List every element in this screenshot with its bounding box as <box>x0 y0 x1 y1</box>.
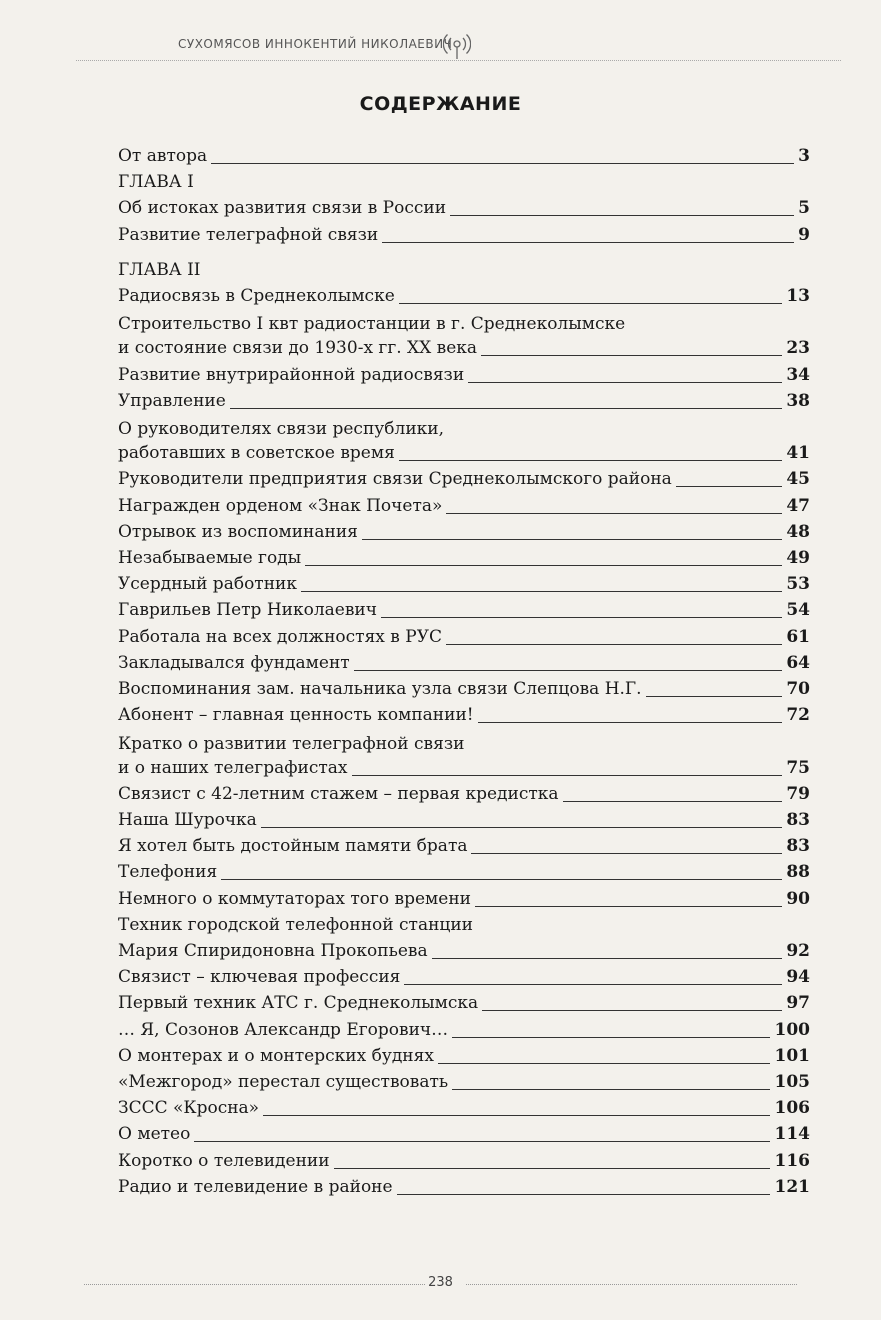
chapter-heading-title: ГЛАВА II <box>118 259 201 280</box>
toc-entry[interactable] <box>118 703 810 727</box>
toc-entry-title-line1: Кратко о развитии телеграфной связи <box>118 733 465 754</box>
toc-entry-title: Гаврильев Петр Николаевич <box>118 600 377 621</box>
toc-entry[interactable] <box>118 196 810 220</box>
header-author: СУХОМЯСОВ ИННОКЕНТИЙ НИКОЛАЕВИЧ <box>178 37 453 51</box>
toc-entry-title: О монтерах и о монтерских буднях <box>118 1045 434 1066</box>
toc-entry[interactable] <box>118 834 810 858</box>
toc-page-number: 114 <box>774 1124 810 1145</box>
toc-entry[interactable] <box>118 1175 810 1199</box>
toc-entry[interactable] <box>118 651 810 675</box>
toc-page-number: 47 <box>786 495 810 516</box>
toc-entry-title: и состояние связи до 1930-х гг. XX века <box>118 338 478 359</box>
toc-entry-title: Радиосвязь в Среднеколымске <box>118 286 395 306</box>
toc-page-number: 88 <box>786 862 810 883</box>
leader-line <box>676 486 782 487</box>
toc-entry[interactable] <box>118 625 810 649</box>
leader-line <box>194 1141 770 1142</box>
toc-page-number: 5 <box>798 198 810 219</box>
leader-line <box>446 513 782 514</box>
leader-line <box>646 696 782 697</box>
toc-entry[interactable] <box>118 284 810 308</box>
leader-line <box>475 906 782 907</box>
chapter-heading <box>118 258 810 282</box>
toc-entry-title: Абонент – главная ценность компании! <box>118 705 474 726</box>
toc-entry[interactable] <box>118 677 810 701</box>
toc-entry-title: работавших в советское время <box>118 443 395 464</box>
leader-line <box>452 1089 770 1090</box>
toc-page-number: 61 <box>786 626 810 647</box>
toc-entry-title: Об истоках развития связи в России <box>118 198 447 219</box>
leader-line <box>261 827 782 828</box>
toc-page-number: 3 <box>798 146 810 166</box>
toc-entry[interactable] <box>118 1018 810 1042</box>
toc-entry-title-line1: О руководителях связи республики, <box>118 419 445 440</box>
toc-entry[interactable] <box>118 860 810 884</box>
toc-page-number: 90 <box>786 888 810 909</box>
toc-entry-title: ЗССС «Кросна» <box>118 1098 260 1119</box>
toc-entry-title: и о наших телеграфистах <box>118 757 348 778</box>
toc-entry-title: Закладывался фундамент <box>118 652 350 673</box>
leader-line <box>381 617 782 618</box>
toc-entry-title: Руководители предприятия связи Среднеколымского района <box>118 469 672 490</box>
leader-line <box>404 984 782 985</box>
toc-entry-title: Мария Спиридоновна Прокопьева <box>118 941 428 961</box>
toc-entry-title: Техник городской телефонной станции <box>118 914 473 935</box>
leader-line <box>263 1115 770 1116</box>
toc-entry[interactable] <box>118 314 810 360</box>
toc-entry-title: Отрывок из воспоминания <box>118 521 358 542</box>
toc-page-number: 45 <box>786 469 810 490</box>
toc-page-number: 92 <box>786 941 810 961</box>
toc-entry[interactable] <box>118 808 810 832</box>
leader-line <box>438 1063 770 1064</box>
leader-line <box>354 670 782 671</box>
page-title: СОДЕРЖАНИЕ <box>359 93 522 115</box>
leader-line <box>399 303 782 304</box>
leader-line <box>305 565 782 566</box>
toc-page-number: 97 <box>786 993 810 1014</box>
chapter-heading-title: ГЛАВА I <box>118 172 194 193</box>
toc-entry-title: Работала на всех должностях в РУС <box>118 626 442 647</box>
toc-page-number: 34 <box>786 364 810 385</box>
leader-line <box>221 879 782 880</box>
toc-page-number: 106 <box>774 1098 810 1119</box>
toc-entry-title: От автора <box>118 146 208 166</box>
toc-page-number: 94 <box>786 967 810 988</box>
toc-entry[interactable] <box>118 887 810 911</box>
leader-line <box>397 1194 770 1195</box>
toc-entry[interactable] <box>118 363 810 387</box>
toc-page-number: 23 <box>786 338 810 359</box>
leader-line <box>362 539 782 540</box>
leader-line <box>432 958 782 959</box>
toc-entry[interactable] <box>118 467 810 491</box>
toc-entry-title: Развитие внутрирайонной радиосвязи <box>118 364 465 385</box>
toc-entry-title-line1: Строительство I квт радиостанции в г. Среднеколымске <box>118 314 626 335</box>
toc-page-number: 79 <box>786 783 810 804</box>
header-divider <box>76 60 841 61</box>
radio-signal-icon <box>443 30 471 60</box>
toc-page-number: 49 <box>786 548 810 568</box>
toc-entry-title: Телефония <box>118 862 218 883</box>
toc-page-number: 53 <box>786 574 810 595</box>
leader-line <box>382 242 794 243</box>
toc-entry-title: Связист – ключевая профессия <box>118 967 401 988</box>
toc-entry-title: О метео <box>118 1124 191 1145</box>
page-number: 238 <box>428 1275 453 1290</box>
leader-line <box>230 408 782 409</box>
toc-entry[interactable] <box>118 389 810 413</box>
toc-entry[interactable] <box>118 598 810 622</box>
toc-page-number: 41 <box>786 443 810 464</box>
toc-page-number: 101 <box>774 1045 810 1066</box>
toc-page-number: 64 <box>786 652 810 673</box>
running-header <box>76 24 841 64</box>
toc-page-number: 105 <box>774 1072 810 1092</box>
toc-entry-title: Первый техник АТС г. Среднеколымска <box>118 993 479 1014</box>
leader-line <box>482 1010 782 1011</box>
toc-page-number: 48 <box>786 521 810 542</box>
leader-line <box>481 355 782 356</box>
toc-page-number: 38 <box>786 390 810 411</box>
toc-entry[interactable] <box>118 223 810 247</box>
toc-entry-title: Развитие телеграфной связи <box>118 224 379 245</box>
toc-entry[interactable] <box>118 1122 810 1146</box>
toc-entry-title: Связист с 42-летним стажем – первая кредистка <box>118 783 559 804</box>
toc-entry[interactable] <box>118 1070 810 1094</box>
toc-entry-title: Награжден орденом «Знак Почета» <box>118 495 443 516</box>
toc-page-number: 116 <box>774 1150 810 1171</box>
toc-entry[interactable] <box>118 913 810 937</box>
toc-entry[interactable] <box>118 144 810 168</box>
leader-line <box>334 1168 770 1169</box>
toc-entry-title: Немного о коммутаторах того времени <box>118 888 471 909</box>
toc-entry[interactable] <box>118 1044 810 1068</box>
toc-page-number: 9 <box>798 224 810 245</box>
leader-line <box>478 722 782 723</box>
leader-line <box>450 215 794 216</box>
leader-line <box>446 644 782 645</box>
leader-line <box>352 775 782 776</box>
toc-entry-title: Управление <box>118 390 226 411</box>
toc-entry[interactable] <box>118 520 810 544</box>
toc-entry-title: Коротко о телевидении <box>118 1150 330 1171</box>
toc-page-number: 72 <box>786 705 810 726</box>
leader-line <box>301 591 782 592</box>
toc-page-number: 13 <box>786 286 810 306</box>
toc-entry[interactable] <box>118 494 810 518</box>
leader-line <box>399 460 782 461</box>
leader-line <box>452 1037 770 1038</box>
toc-page-number: 75 <box>786 757 810 778</box>
toc-entry-title: Усердный работник <box>118 574 297 595</box>
toc-entry-title: Радио и телевидение в районе <box>118 1176 393 1197</box>
leader-line <box>471 853 782 854</box>
toc-entry[interactable] <box>118 991 810 1015</box>
toc-page-number: 83 <box>786 836 810 857</box>
toc-page-number: 121 <box>774 1176 810 1197</box>
toc-entry-title: Воспоминания зам. начальника узла связи Слепцова Н.Г. <box>118 679 642 699</box>
toc-entry-title: Незабываемые годы <box>118 548 302 568</box>
toc-entry[interactable] <box>118 733 810 780</box>
toc-entry-title: Наша Шурочка <box>118 810 257 830</box>
toc-entry[interactable] <box>118 965 810 989</box>
toc-entry-title: … Я, Созонов Александр Егорович… <box>118 1019 449 1040</box>
toc-page-number: 54 <box>786 600 810 621</box>
toc-page-number: 100 <box>774 1019 810 1040</box>
chapter-heading <box>118 170 810 194</box>
toc-entry-title: «Межгород» перестал существовать <box>118 1072 449 1092</box>
leader-line <box>468 382 782 383</box>
toc-page-number: 83 <box>786 810 810 830</box>
toc-page-number: 70 <box>786 679 810 699</box>
toc-entry[interactable] <box>118 782 810 806</box>
toc-entry[interactable] <box>118 939 810 963</box>
leader-line <box>563 801 782 802</box>
leader-line <box>211 163 794 164</box>
toc-entry[interactable] <box>118 572 810 596</box>
toc-entry[interactable] <box>118 1149 810 1173</box>
toc-entry[interactable] <box>118 546 810 570</box>
toc-entry[interactable] <box>118 1096 810 1120</box>
toc-entry[interactable] <box>118 419 810 465</box>
toc-entry-title: Я хотел быть достойным памяти брата <box>118 836 468 857</box>
